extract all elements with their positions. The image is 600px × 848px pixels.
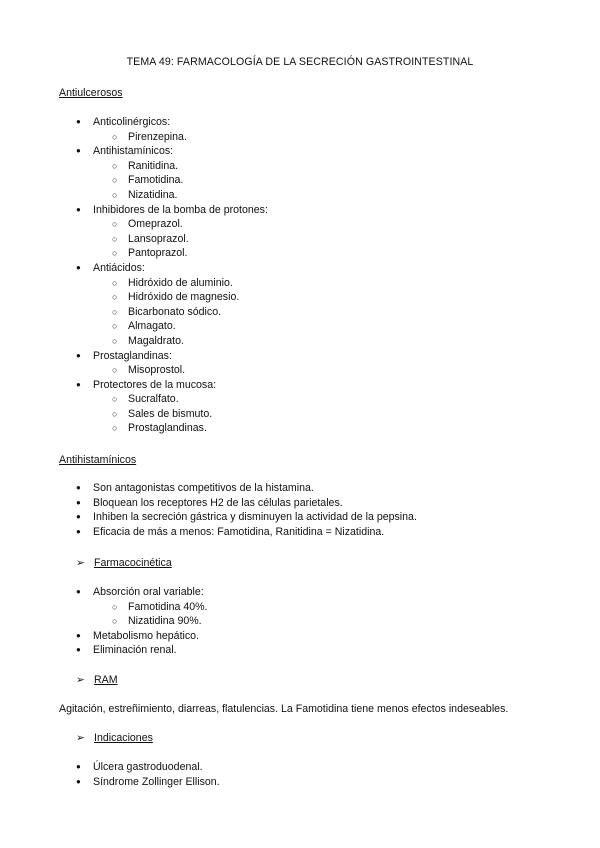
sub-list-item [0, 421, 268, 436]
sub-list-item [0, 407, 268, 422]
circle-bullet-icon: ○ [112, 189, 118, 200]
circle-bullet-icon: ○ [112, 601, 118, 612]
section-heading-antihistaminicos: Antihistamínicos [59, 454, 137, 466]
sub-list-item [0, 173, 268, 188]
list-item [0, 643, 208, 658]
sub-list-item [0, 276, 268, 291]
circle-bullet-icon: ○ [112, 248, 118, 259]
group-label: Antihistamínicos: [93, 145, 174, 158]
arrow-icon: ➢ [76, 732, 85, 744]
sub-list-item [0, 392, 268, 407]
sub-list-item [0, 188, 268, 203]
sub-list-item [0, 232, 268, 247]
circle-bullet-icon: ○ [112, 160, 118, 171]
bullet-icon: ● [76, 204, 81, 214]
circle-bullet-icon: ○ [112, 306, 118, 317]
sub-item-text: Lansoprazol. [128, 232, 189, 245]
sub-item-text: Famotidina 40%. [128, 600, 208, 613]
sub-list-item [0, 290, 268, 305]
circle-bullet-icon: ○ [112, 219, 118, 230]
sub-item-text: Hidróxido de aluminio. [128, 276, 233, 289]
list-item-text: Síndrome Zollinger Ellison. [93, 775, 220, 788]
sub-item-text: Omeprazol. [128, 218, 183, 231]
arrow-icon: ➢ [76, 674, 85, 686]
list-item [0, 115, 268, 144]
bullet-icon: ● [76, 762, 81, 771]
list-item-text: Inhiben la secreción gástrica y disminuyen la actividad de la pepsina. [93, 511, 417, 524]
sub-list-item [0, 217, 268, 232]
list-item [0, 349, 268, 378]
antiulcerosos-list [0, 115, 268, 436]
subheading-text: Farmacocinética [94, 557, 172, 569]
sub-list [0, 363, 268, 378]
bullet-icon: ● [76, 146, 81, 156]
list-item-text: Metabolismo hepático. [93, 629, 199, 642]
bullet-icon: ● [76, 526, 81, 536]
section-heading-antiulcerosos: Antiulcerosos [59, 87, 123, 99]
circle-bullet-icon: ○ [112, 292, 118, 303]
sub-list-item [0, 334, 268, 349]
sub-item-text: Almagato. [128, 320, 176, 333]
circle-bullet-icon: ○ [112, 616, 118, 627]
subheading-farmacocinetica [76, 556, 172, 571]
antihistaminicos-list [0, 481, 417, 539]
list-item [0, 496, 417, 511]
sub-item-text: Misoprostol. [128, 364, 186, 377]
bullet-icon: ● [76, 512, 81, 522]
sub-list [0, 159, 268, 203]
ram-paragraph: Agitación, estreñimiento, diarreas, flatulencias. La Famotidina tiene menos efectos indeseables. [59, 703, 509, 715]
list-item [0, 629, 208, 644]
bullet-icon: ● [76, 630, 81, 640]
sub-list-item [0, 614, 208, 629]
circle-bullet-icon: ○ [112, 394, 118, 405]
group-label: Prostaglandinas: [93, 349, 172, 362]
sub-list-item [0, 600, 208, 615]
indicaciones-list [0, 760, 220, 789]
circle-bullet-icon: ○ [112, 335, 118, 346]
sub-item-text: Ranitidina. [128, 159, 179, 172]
circle-bullet-icon: ○ [112, 131, 118, 142]
bullet-icon: ● [76, 262, 81, 272]
sub-item-text: Nizatidina 90%. [128, 615, 202, 628]
page-title: TEMA 49: FARMACOLOGÍA DE LA SECRECIÓN GASTROINTESTINAL [126, 56, 474, 68]
list-item [0, 775, 220, 790]
circle-bullet-icon: ○ [112, 408, 118, 419]
circle-bullet-icon: ○ [112, 423, 118, 434]
group-label: Antiácidos: [93, 261, 145, 274]
list-item-text: Eliminación renal. [93, 644, 177, 657]
bullet-icon: ● [76, 350, 81, 360]
sub-list [0, 600, 208, 629]
circle-bullet-icon: ○ [112, 233, 118, 244]
list-item [0, 378, 268, 436]
sub-item-text: Pirenzepina. [128, 130, 187, 143]
sub-item-text: Sales de bismuto. [128, 407, 213, 420]
sub-item-text: Pantoprazol. [128, 247, 188, 260]
group-label: Anticolinérgicos: [93, 116, 171, 128]
group-label: Protectores de la mucosa: [93, 378, 217, 391]
sub-list-item [0, 319, 268, 334]
farmacocinetica-list [0, 585, 208, 658]
list-item-text: Eficacia de más a menos: Famotidina, Ranitidina = Nizatidina. [93, 525, 385, 538]
circle-bullet-icon: ○ [112, 277, 118, 288]
list-item [0, 510, 417, 525]
sub-item-text: Famotidina. [128, 174, 184, 187]
sub-list-item [0, 363, 268, 378]
sub-item-text: Bicarbonato sódico. [128, 305, 222, 318]
bullet-icon: ● [76, 497, 81, 507]
list-item [0, 203, 268, 261]
sub-list [0, 130, 268, 145]
sub-item-text: Hidróxido de magnesio. [128, 291, 240, 304]
sub-list [0, 217, 268, 261]
sub-item-text: Sucralfato. [128, 393, 179, 406]
list-item-text: Bloquean los receptores H2 de las células parietales. [93, 496, 343, 509]
bullet-icon: ● [76, 379, 81, 389]
list-item-text: Absorción oral variable: [93, 586, 204, 598]
circle-bullet-icon: ○ [112, 175, 118, 186]
sub-list [0, 276, 268, 349]
bullet-icon: ● [76, 776, 81, 786]
sub-list-item [0, 130, 268, 145]
bullet-icon: ● [76, 645, 81, 655]
bullet-icon: ● [76, 483, 81, 492]
sub-item-text: Magaldrato. [128, 334, 184, 347]
list-item [0, 481, 417, 496]
subheading-text: Indicaciones [94, 732, 153, 744]
subheading-ram [76, 673, 118, 688]
sub-list-item [0, 159, 268, 174]
list-item [0, 525, 417, 540]
subheading-text: RAM [94, 674, 118, 686]
sub-list [0, 392, 268, 436]
sub-item-text: Nizatidina. [128, 188, 178, 201]
subheading-indicaciones [76, 731, 153, 746]
list-item [0, 261, 268, 349]
list-item [0, 144, 268, 202]
sub-item-text: Prostaglandinas. [128, 422, 207, 435]
circle-bullet-icon: ○ [112, 321, 118, 332]
list-item [0, 585, 208, 629]
group-label: Inhibidores de la bomba de protones: [93, 203, 268, 216]
sub-list-item [0, 305, 268, 320]
list-item-text: Son antagonistas competitivos de la histamina. [93, 482, 314, 494]
list-item-text: Úlcera gastroduodenal. [93, 761, 203, 773]
arrow-icon: ➢ [76, 557, 85, 569]
list-item [0, 760, 220, 775]
circle-bullet-icon: ○ [112, 365, 118, 376]
sub-list-item [0, 246, 268, 261]
bullet-icon: ● [76, 587, 81, 596]
bullet-icon: ● [76, 117, 81, 126]
